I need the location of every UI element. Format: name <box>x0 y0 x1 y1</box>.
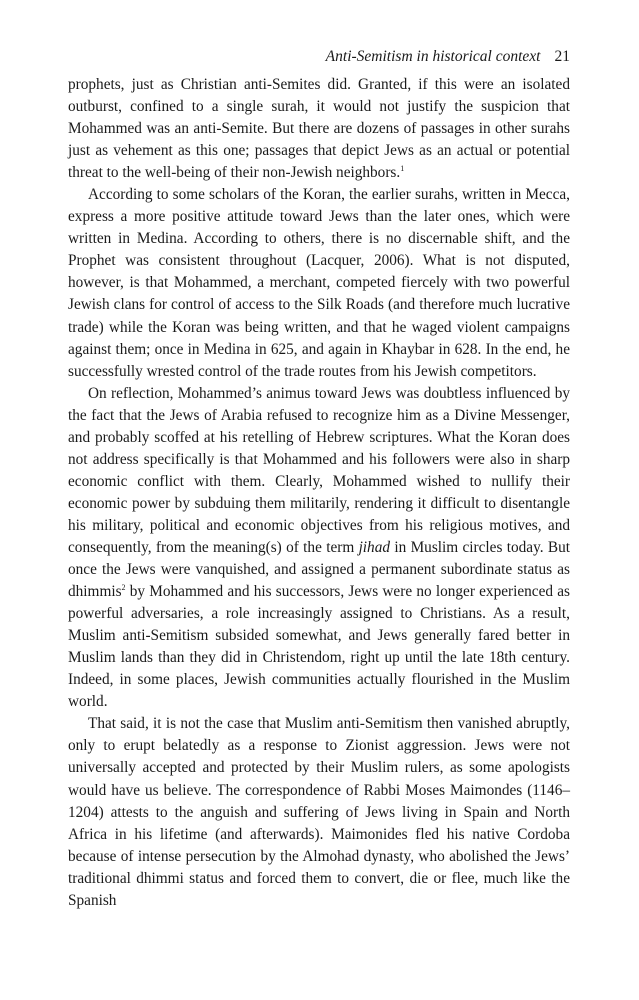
jihad-term: jihad <box>358 538 391 556</box>
paragraph-2: According to some scholars of the Koran, the earlier surahs, written in Mecca, express a more positive attitude toward Jews than the later ones, which were written in Medina. According to others, there is no discernable shift, and the Prophet was consistent throughout (Lacquer, 2006). What is not disputed, however, is that Mohammed, a merchant, competed fiercely with two powerful Jewish clans for control of access to the Silk Roads (and therefore much lucrative trade) while the Koran was being written, and that he waged violent campaigns against them; once in Medina in 625, and again in Khaybar in 628. In the end, he successfully wrested control of the trade routes from his Jewish competitors. <box>68 186 570 380</box>
paragraph-4: That said, it is not the case that Muslim anti-Semitism then vanished abruptly, only to erupt belatedly as a response to Zionist aggression. Jews were not universally accepted and protected by their Muslim rulers, as some apologists would have us believe. The correspondence of Rabbi Moses Maimondes (1146–1204) attests to the anguish and suffering of Jews living in Spain and North Africa in his lifetime (and afterwards). Maimonides fled his native Cordoba because of intense persecution by the Almohad dynasty, who abolished the Jews’ traditional dhimmi status and forced them to convert, die or flee, much like the Spanish <box>68 715 570 909</box>
paragraph-3-text-b: in Muslim circles today. But once the Jews were vanquished, and assigned a permanent subordinate status as dhimmis <box>68 538 571 601</box>
book-page <box>68 46 570 912</box>
page-number: 21 <box>554 48 570 65</box>
paragraph-1-text: prophets, just as Christian anti-Semites did. Granted, if this were an isolated outburst, confined to a single surah, it would not justify the suspicion that Mohammed was an anti-Semite. But there are dozens of passages in other surahs just as vehement as this one; passages that depict Jews as an actual or potential threat to the well-being of their non-Jewish neighbors. <box>68 76 570 182</box>
paragraph-1 <box>68 74 570 184</box>
paragraph-3-text-a: On reflection, Mohammed’s animus toward Jews was doubtless influenced by the fact that the Jews of Arabia refused to recognize him as a Divine Messenger, and probably scoffed at his retelling of Hebrew scriptures. What the Koran does not address specifically is that Mohammed and his followers were also in sharp economic conflict with them. Clearly, Mohammed wished to nullify their economic power by subduing them militarily, rendering it difficult to disentangle his military, political and economic objectives from his religious motives, and consequently, from the meaning(s) of the term <box>68 384 570 556</box>
footnote-ref-2[interactable]: 2 <box>121 583 126 593</box>
footnote-ref-1[interactable]: 1 <box>400 164 405 174</box>
paragraph-3 <box>68 383 570 714</box>
paragraph-3-text-c: by Mohammed and his successors, Jews were no longer experienced as powerful adversaries, a role increasingly assigned to Christians. As a result, Muslim anti-Semitism subsided somewhat, and Jews generally fared better in Muslim lands than they did in Christendom, right up until the late 18th century. Indeed, in some places, Jewish communities actually flourished in the Muslim world. <box>68 583 570 711</box>
running-title: Anti-Semitism in historical context <box>325 48 541 65</box>
running-head <box>68 46 570 68</box>
